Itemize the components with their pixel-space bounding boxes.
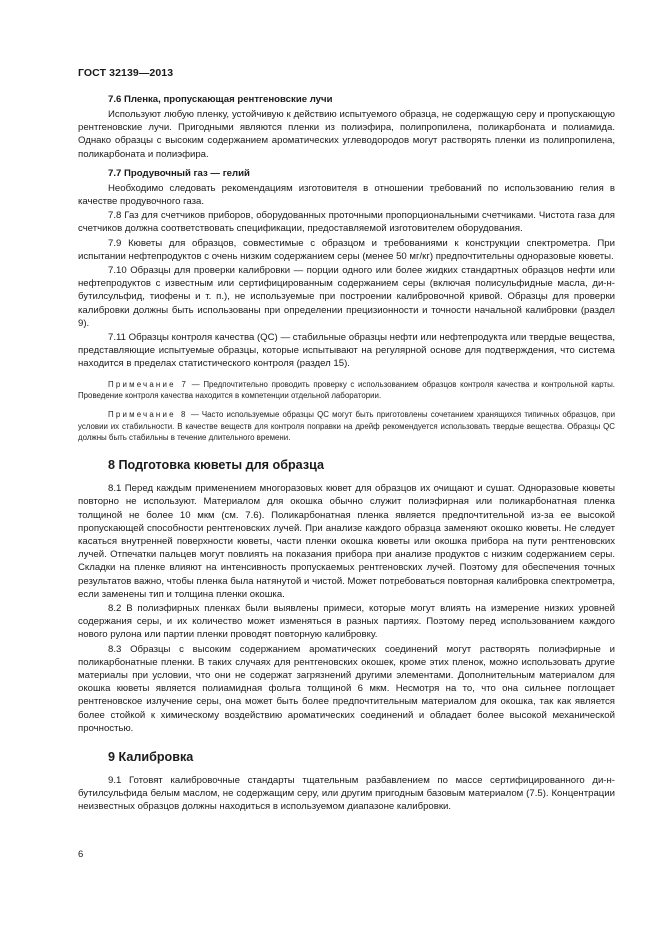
page-number: 6 — [78, 849, 84, 860]
subsection-7-6-title: 7.6 Пленка, пропускающая рентгеновские лучи — [108, 94, 333, 105]
note-7-label: Примечание 7 — [108, 379, 189, 389]
section-9-title: 9 Калибровка — [108, 750, 194, 764]
subsection-7-6-text: Используют любую пленку, устойчивую к действию испытуемого образца, не содержащую серу и пропускающую рентгеновские лучи. Пригодными являются пленки из полиэфира, полипропилена, поликарбоната и полиамида. Однако образцы с высоким содержанием ароматических углеводородов могут растворять пленки из полипропилена, поликарбоната и полиэфира. — [78, 109, 615, 160]
note-8-text: — Часто используемые образцы QC могут быть приготовлены сочетанием хранящихся типичных образцов, при условии их стабильности. В качестве веществ для контроля поправки на дрейф рекомендуется использовать твердые вещества. Образцы QC должны быть стабильны в течение длительного времени. — [78, 410, 615, 442]
subsection-7-7-text: Необходимо следовать рекомендациям изготовителя в отношении требований по использованию гелия в качестве продувочного газа. — [78, 182, 615, 208]
note-7 — [78, 379, 615, 402]
paragraph-8-3: 8.3 Образцы с высоким содержанием ароматических соединений могут растворять полиэфирные и поликарбонатные пленки. В таких случаях для рентгеновских окошек, кроме этих пленок, можно использовать другие материалы при условии, что они не содержат загрязнений другими элементами. Дополнительным материалом для окошка кюветы является полиамидная фольга толщиной 6 мкм. Несмотря на то, что она сильнее поглощает рентгеновское излучение серы, она может быть более предпочтительным материалом для окошка, так как является более стойкой к химическому воздействию ароматических соединений и обладает более высокой механической прочностью. — [78, 643, 615, 734]
subsection-7-7-title: 7.7 Продувочный газ — гелий — [108, 167, 250, 179]
paragraph-7-11: 7.11 Образцы контроля качества (QC) — стабильные образцы нефти или нефтепродукта или твердые вещества, представляющие испытуемые образцы, которые испытывают на регулярной основе для подтверждения, что система находится в пределах статистического контроля (раздел 15). — [78, 332, 615, 370]
page-content — [78, 93, 615, 815]
standard-header: ГОСТ 32139—2013 — [78, 67, 174, 79]
paragraph-9-1: 9.1 Готовят калибровочные стандарты тщательным разбавлением по массе сертифицированного ди-н-бутилсульфида белым маслом, не содержащим серу, или другим пригодным базовым материалом (7.5). Концентрации неизвестных образцов должны находиться в используемом диапазоне калибровки. — [78, 775, 615, 813]
note-8-label: Примечание 8 — [108, 410, 188, 420]
note-7-text: — Предпочтительно проводить проверку с использованием образцов контроля качества и контрольной карты. Проведение контроля качества находится в компетенции отдельной лаборатории. — [78, 379, 615, 400]
paragraph-7-8: 7.8 Газ для счетчиков приборов, оборудованных проточными пропорциональными счетчиками. Чистота газа для счетчиков должна соответствовать спецификации, предоставляемой изготовителем оборудования. — [78, 210, 615, 235]
paragraph-7-10: 7.10 Образцы для проверки калибровки — порции одного или более жидких стандартных образцов нефти или нефтепродуктов с известным или сертифицированным содержанием серы (включая полисульфидные масла, ди-н-бутилсульфид, тиофены и т. п.), не используемые при построении калибровочной кривой. Образцы для проверки калибровки должны быть использованы при определении прецизионности и точности начальной калибровки (раздел 9). — [78, 265, 615, 329]
paragraph-8-2: 8.2 В полиэфирных пленках были выявлены примеси, которые могут влиять на измерение низких уровней содержания серы, и их количество может изменяться в разных партиях. Поэтому перед использованием каждого нового рулона или партии пленки проводят повторную калибровку. — [78, 602, 615, 641]
paragraph-8-1: 8.1 Перед каждым применением многоразовых кювет для образцов их очищают и сушат. Одноразовые кюветы повторно не используют. Материалом для окошка обычно служит полиэфирная или поликарбонатная пленка толщиной не более 10 мкм (см. 7.6). Поликарбонатная пленка является предпочтительной из-за ее высокой пропускающей способности рентгеновских лучей. При анализе каждого образца заменяют окошко кюветы. Не следует касаться внутренней поверхности кюветы, части пленки окошка кюветы или окошка прибора на пути рентгеновских лучей. Отпечатки пальцев могут повлиять на показания прибора при анализе продуктов с низким содержанием серы. Складки на пленке влияют на интенсивность пропускаемых рентгеновских лучей. Поэтому для обеспечения точных результатов важно, чтобы пленка была натянутой и чистой. Может потребоваться повторная калибровка спектрометра, если заменены тип и толщина пленки окошка. — [78, 483, 615, 600]
note-8 — [78, 409, 615, 443]
paragraph-7-9: 7.9 Кюветы для образцов, совместимые с образцом и требованиями к конструкции спектрометра. При испытании нефтепродуктов с очень низким содержанием серы (менее 50 мг/кг) предпочтительны одноразовые кюветы. — [78, 237, 615, 262]
section-8-title: 8 Подготовка кюветы для образца — [108, 458, 324, 473]
